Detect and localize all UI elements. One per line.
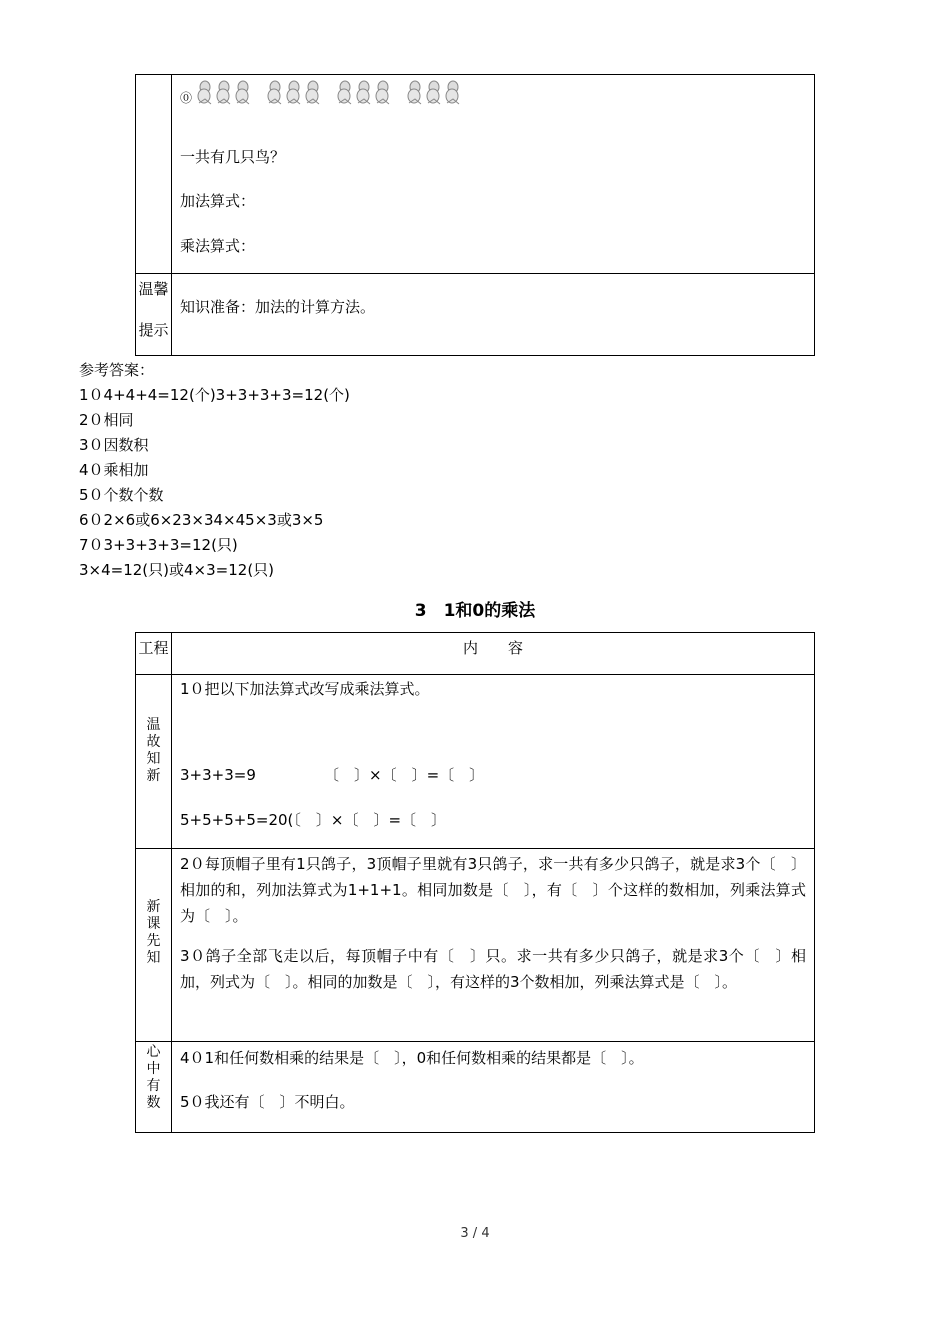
tip-text: 知识准备：加法的计算方法。 [180, 298, 376, 316]
bird-question-cell [172, 75, 815, 274]
summary-label-cell [136, 1042, 172, 1133]
summary-content-cell [172, 1042, 815, 1133]
answer-line: 7０3+3+3+3=12(只) [79, 536, 238, 554]
header-project-text: 工程 [138, 639, 169, 657]
equation-1-blanks: 〔 〕×〔 〕=〔 〕 [324, 766, 485, 784]
section-title: 3 1和0的乘法 [414, 601, 536, 621]
equation-2-blanks: 〔 〕×〔 〕=〔 〕 [293, 811, 447, 829]
bird-icon [406, 79, 424, 105]
answer-line: 5０个数个数 [79, 486, 164, 504]
answer-line: 6０2×6或6×23×34×45×3或3×5 [79, 511, 324, 529]
preview-label-char: 新 [146, 899, 161, 915]
preview-label-char: 知 [146, 950, 161, 966]
answers-heading: 参考答案： [79, 361, 155, 379]
review-label-char: 新 [146, 768, 161, 784]
tip-label-cell [136, 274, 172, 356]
preview-label-cell [136, 849, 172, 1042]
equation-1-addition: 3+3+3=9 [180, 766, 256, 784]
bird-icon [285, 79, 303, 105]
worksheet-table [135, 632, 815, 1133]
answer-line: 1０4+4+4=12(个)3+3+3+3=12(个) [79, 386, 350, 404]
header-project [136, 633, 172, 675]
header-content [172, 633, 815, 675]
equation-2-addition: 5+5+5+5=20( [180, 811, 294, 829]
question-5: 5０我还有〔 〕不明白。 [180, 1093, 355, 1111]
preview-label-char: 课 [146, 916, 161, 932]
summary-label-char: 有 [146, 1078, 161, 1094]
reference-answers [79, 358, 879, 583]
bird-icon [234, 79, 252, 105]
bird-icon [196, 79, 214, 105]
bird-question: 一共有几只鸟？ [180, 148, 286, 166]
preview-content-cell [172, 849, 815, 1042]
tip-label-line2: 提示 [138, 321, 169, 339]
review-label-cell [136, 675, 172, 849]
question-3: 3０鸽子全部飞走以后，每顶帽子中有〔 〕只。求一共有多少只鸽子，就是求3个〔 〕相加，列式为〔 〕。相同的加数是〔 〕，有这样的3个数相加，列乘法算式是〔 〕。 [180, 947, 806, 991]
addition-label: 加法算式： [180, 192, 256, 210]
bird-icon [304, 79, 322, 105]
circle-marker: ⓪ [180, 91, 193, 105]
summary-label-char: 中 [146, 1061, 161, 1077]
question-2: 2０每顶帽子里有1只鸽子，3顶帽子里就有3只鸽子，求一共有多少只鸽子，就是求3个〔 〕相加的和，列加法算式为1+1+1。相同加数是〔 〕，有〔 〕个这样的数相加，列乘法算式为〔 〕。 [180, 855, 806, 925]
review-label-char: 知 [146, 751, 161, 767]
answer-line: 4０乘相加 [79, 461, 149, 479]
answer-line: 2０相同 [79, 411, 134, 429]
bird-icon [355, 79, 373, 105]
review-content-cell [172, 675, 815, 849]
bird-group [266, 79, 322, 105]
bird-icon [425, 79, 443, 105]
preview-label-char: 先 [146, 933, 161, 949]
question-4: 4０1和任何数相乘的结果是〔 〕，0和任何数相乘的结果都是〔 〕。 [180, 1049, 644, 1067]
question-1: 1０把以下加法算式改写成乘法算式。 [180, 680, 430, 698]
tip-label-line1: 温馨 [138, 280, 169, 298]
review-label-char: 温 [146, 717, 161, 733]
bird-group [336, 79, 392, 105]
top-table [135, 74, 815, 356]
bird-group [196, 79, 252, 105]
header-content-text: 内 容 [462, 639, 523, 657]
bird-icon [266, 79, 284, 105]
tip-text-cell [172, 274, 815, 356]
answer-line: 3０因数积 [79, 436, 149, 454]
multiplication-label: 乘法算式： [180, 237, 256, 255]
review-label-char: 故 [146, 734, 161, 750]
bird-illustration [196, 79, 462, 105]
bird-icon [374, 79, 392, 105]
empty-label-cell [136, 75, 172, 274]
bird-icon [336, 79, 354, 105]
page-number: 3 / 4 [460, 1226, 490, 1241]
equation-row-1 [180, 764, 484, 786]
summary-label-char: 数 [146, 1095, 161, 1111]
bird-icon [444, 79, 462, 105]
equation-row-2 [180, 809, 446, 831]
bird-group [406, 79, 462, 105]
summary-label-char: 心 [146, 1044, 161, 1060]
bird-icon [215, 79, 233, 105]
answer-line: 3×4=12(只)或4×3=12(只) [79, 561, 275, 579]
